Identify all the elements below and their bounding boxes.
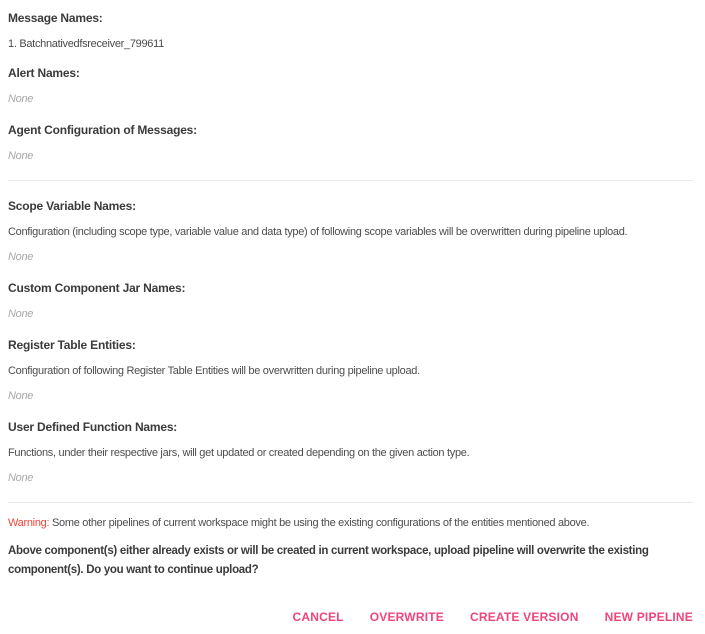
- section-agent-configuration: [8, 123, 693, 163]
- section-message-names: [8, 11, 693, 51]
- register-table-entities-label: Register Table Entities:: [8, 338, 136, 352]
- divider: [8, 180, 693, 181]
- alert-names-label: Alert Names:: [8, 66, 80, 80]
- scope-variables-label: Scope Variable Names:: [8, 199, 136, 213]
- user-defined-functions-value: None: [8, 472, 34, 484]
- register-table-entities-description: Configuration of following Register Table Entities will be overwritten during pipeline upload.: [8, 365, 420, 377]
- message-name-item: 1. Batchnativedfsreceiver_799611: [8, 38, 164, 50]
- user-defined-functions-description: Functions, under their respective jars, will get updated or created depending on the given action type.: [8, 447, 470, 459]
- scope-variables-value: None: [8, 251, 34, 263]
- warning-message: [8, 516, 693, 530]
- message-names-label: Message Names:: [8, 11, 103, 25]
- dialog-action-bar: [293, 610, 693, 624]
- divider: [8, 502, 693, 503]
- section-alert-names: [8, 66, 693, 106]
- warning-text: Some other pipelines of current workspace might be using the existing configurations of the entities mentioned above.: [49, 517, 590, 529]
- alert-names-value: None: [8, 93, 34, 105]
- user-defined-functions-label: User Defined Function Names:: [8, 420, 178, 434]
- custom-component-jars-label: Custom Component Jar Names:: [8, 281, 186, 295]
- create-version-button[interactable]: CREATE VERSION: [469, 610, 579, 624]
- section-custom-component-jars: [8, 281, 693, 321]
- overwrite-button[interactable]: OVERWRITE: [369, 610, 444, 624]
- scope-variables-description: Configuration (including scope type, variable value and data type) of following scope variables will be overwritten during pipeline upload.: [8, 226, 628, 238]
- agent-configuration-value: None: [8, 150, 34, 162]
- section-register-table-entities: [8, 338, 693, 403]
- custom-component-jars-value: None: [8, 308, 34, 320]
- new-pipeline-button[interactable]: NEW PIPELINE: [604, 610, 693, 624]
- agent-configuration-label: Agent Configuration of Messages:: [8, 123, 197, 137]
- section-scope-variables: [8, 199, 693, 264]
- cancel-button[interactable]: CANCEL: [292, 610, 344, 624]
- register-table-entities-value: None: [8, 390, 34, 402]
- confirmation-question: Above component(s) either already exists or will be created in current workspace, upload pipeline will overwrite the existing component(s). Do you want to continue upload?: [8, 545, 649, 576]
- section-user-defined-functions: [8, 420, 693, 485]
- warning-prefix: Warning:: [8, 517, 50, 529]
